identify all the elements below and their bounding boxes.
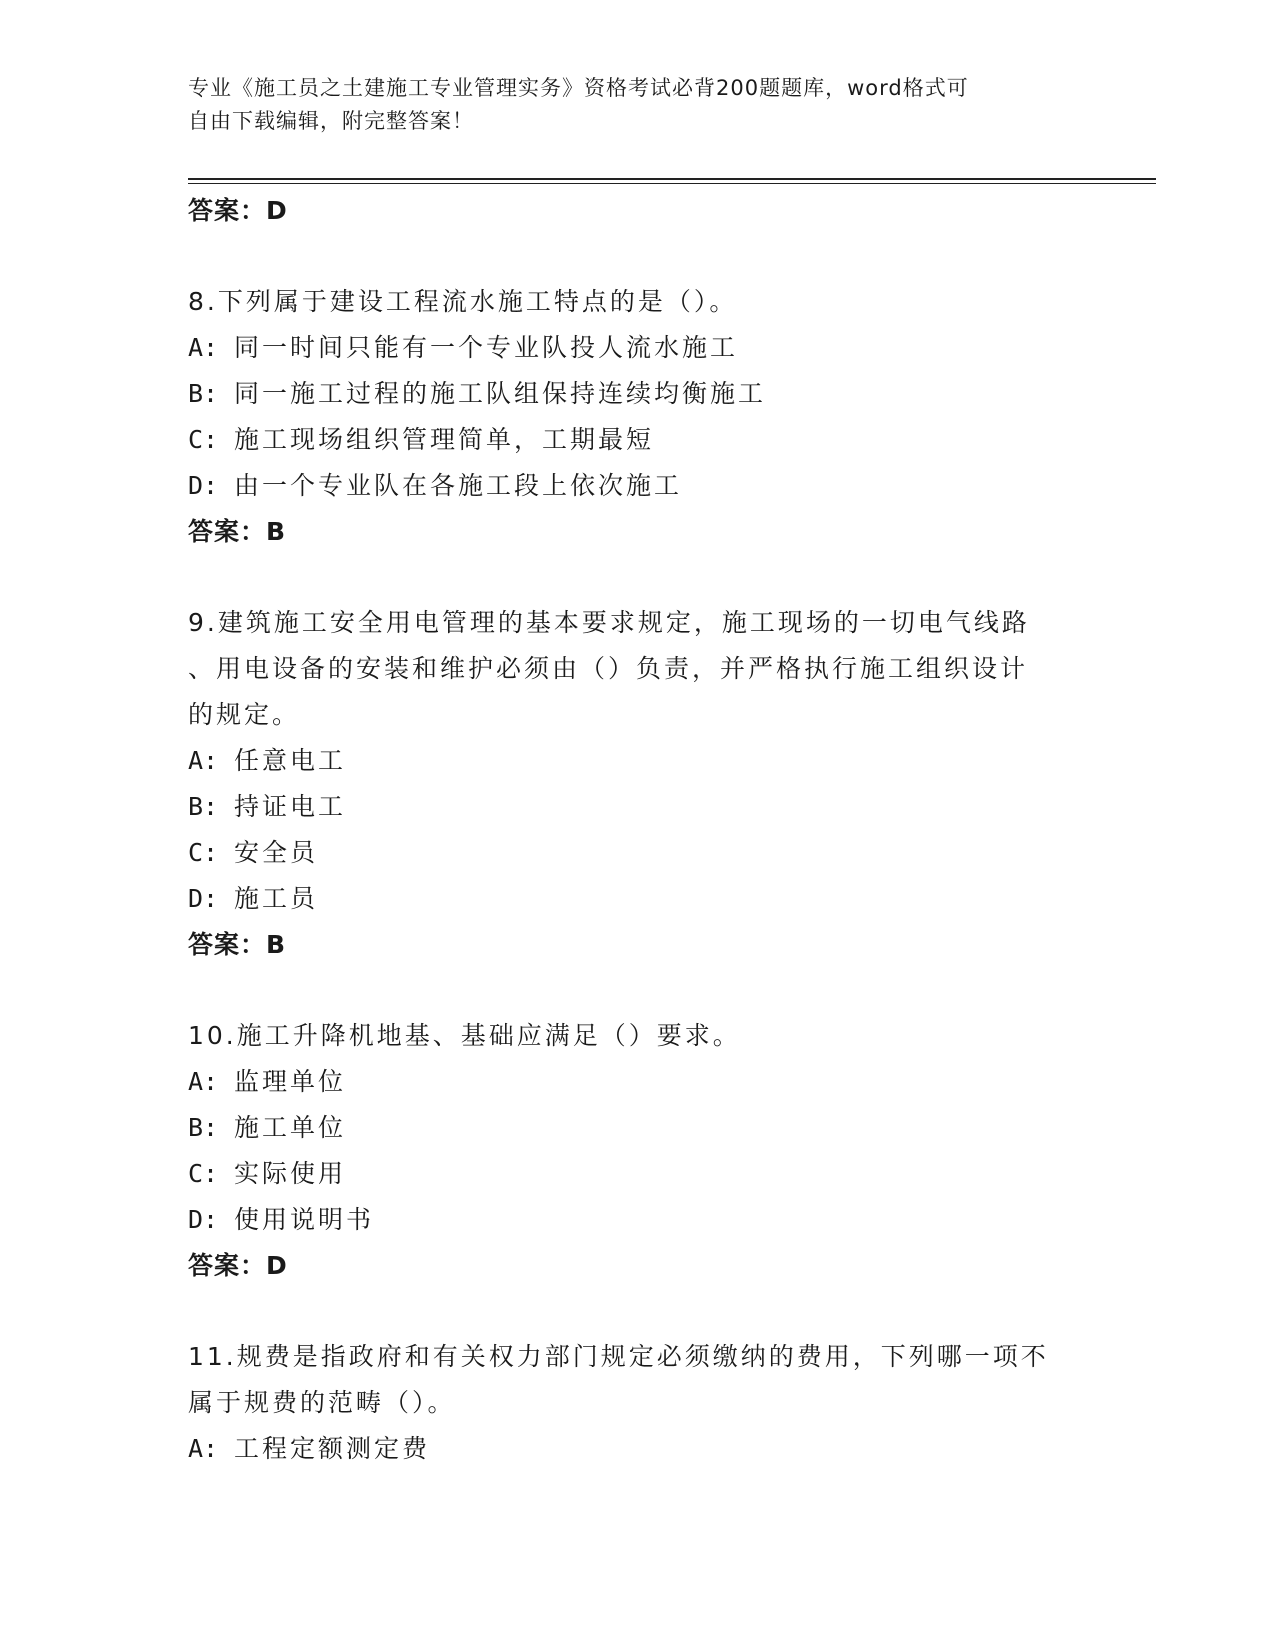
question-9-option-d: [188, 876, 1088, 922]
option-letter: D:: [188, 471, 219, 500]
spacer: [188, 555, 1088, 600]
question-10-option-d: [188, 1197, 1088, 1243]
option-letter: A:: [188, 746, 219, 775]
option-text: 实际使用: [234, 1159, 347, 1188]
option-text: 施工现场组织管理简单，工期最短: [234, 425, 655, 454]
question-8-option-a: [188, 325, 1088, 371]
answer-q8: 答案：B: [188, 517, 287, 546]
option-text: 施工单位: [234, 1113, 347, 1142]
question-8-option-b: [188, 371, 1088, 417]
question-8: [188, 279, 1088, 555]
question-9: [188, 600, 1088, 968]
option-letter: A:: [188, 1067, 219, 1096]
question-9-line-3: 的规定。: [188, 700, 301, 729]
question-11: [188, 1334, 1088, 1472]
option-text: 由一个专业队在各施工段上依次施工: [234, 471, 683, 500]
option-text: 持证电工: [234, 792, 347, 821]
option-text: 施工员: [234, 884, 319, 913]
question-9-option-a: [188, 738, 1088, 784]
document-header: [188, 72, 1068, 138]
option-text: 安全员: [234, 838, 319, 867]
option-letter: D:: [188, 884, 219, 913]
header-line-1: 专业《施工员之土建施工专业管理实务》资格考试必背200题题库，word格式可: [188, 76, 969, 100]
option-letter: B:: [188, 792, 219, 821]
option-letter: B:: [188, 379, 219, 408]
option-letter: D:: [188, 1205, 219, 1234]
option-letter: A:: [188, 333, 219, 362]
option-letter: C:: [188, 838, 219, 867]
header-line-2: 自由下载编辑，附完整答案！: [188, 109, 474, 133]
question-10-option-a: [188, 1059, 1088, 1105]
option-letter: C:: [188, 1159, 219, 1188]
option-text: 使用说明书: [234, 1205, 375, 1234]
question-11-line-1: 11.规费是指政府和有关权力部门规定必须缴纳的费用，下列哪一项不: [188, 1342, 1049, 1371]
question-11-text: [188, 1334, 1088, 1426]
option-letter: B:: [188, 1113, 219, 1142]
answer-q10: 答案：D: [188, 1251, 288, 1280]
question-10-text: 10.施工升降机地基、基础应满足（）要求。: [188, 1021, 741, 1050]
question-9-line-1: 9.建筑施工安全用电管理的基本要求规定，施工现场的一切电气线路: [188, 608, 1030, 637]
spacer: [188, 234, 1088, 279]
option-text: 工程定额测定费: [234, 1434, 431, 1463]
question-10-option-c: [188, 1151, 1088, 1197]
question-9-option-b: [188, 784, 1088, 830]
question-8-option-c: [188, 417, 1088, 463]
question-11-option-a: [188, 1426, 1088, 1472]
answer-q9: 答案：B: [188, 930, 287, 959]
option-letter: C:: [188, 425, 219, 454]
question-9-line-2: 、用电设备的安装和维护必须由（）负责，并严格执行施工组织设计: [188, 654, 1029, 683]
spacer: [188, 968, 1088, 1013]
header-divider-thin: [188, 183, 1156, 184]
header-divider-thick: [188, 178, 1156, 180]
option-letter: A:: [188, 1434, 219, 1463]
option-text: 监理单位: [234, 1067, 347, 1096]
question-9-text: [188, 600, 1088, 738]
option-text: 同一施工过程的施工队组保持连续均衡施工: [234, 379, 767, 408]
question-8-text: 8.下列属于建设工程流水施工特点的是（）。: [188, 287, 738, 316]
question-9-option-c: [188, 830, 1088, 876]
spacer: [188, 1289, 1088, 1334]
answer-q7: 答案：D: [188, 196, 288, 225]
document-body: [188, 188, 1088, 1472]
question-11-line-2: 属于规费的范畴（）。: [188, 1388, 456, 1417]
question-8-option-d: [188, 463, 1088, 509]
question-10: [188, 1013, 1088, 1289]
question-10-option-b: [188, 1105, 1088, 1151]
option-text: 任意电工: [234, 746, 347, 775]
option-text: 同一时间只能有一个专业队投人流水施工: [234, 333, 739, 362]
